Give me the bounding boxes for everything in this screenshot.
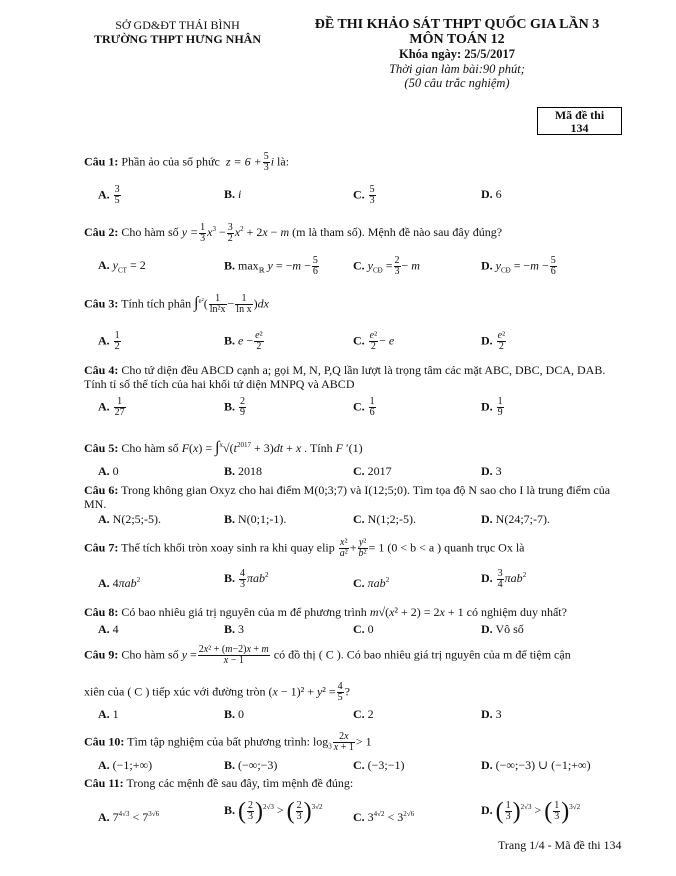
question-1: Câu 1: Phần ảo của số phức z = 6 + $\frac{5}{3}$ i là:: [84, 151, 290, 173]
q5-option-a[interactable]: A. 0: [98, 464, 119, 478]
q8-option-b[interactable]: B. 3: [224, 622, 245, 636]
exam-code-label: Mã đề thi: [554, 108, 605, 122]
exam-code-value: 134: [570, 121, 589, 135]
q4-option-c[interactable]: C. $\frac{1}{6}$: [353, 396, 375, 418]
q1-option-b[interactable]: B. i: [224, 187, 242, 201]
q7-option-a[interactable]: A. 4πab$^2$: [98, 576, 141, 590]
exam-code-box: [537, 107, 622, 135]
q10-option-d[interactable]: D. (−∞;−3) ∪ (−1;+∞): [481, 758, 591, 772]
department-header: [85, 18, 270, 46]
exam-date: Khóa ngày: 25/5/2017: [399, 47, 515, 61]
q8-option-c[interactable]: C. 0: [353, 622, 374, 636]
question-11: Câu 11: Trong các mệnh đề sau đây, tìm mệnh đề đúng:: [84, 776, 354, 790]
q8-option-d[interactable]: D. Vô số: [481, 622, 524, 636]
school-name: TRƯỜNG THPT HƯNG NHÂN: [93, 32, 261, 46]
q6-option-b[interactable]: B. N(0;1;-1).: [224, 512, 287, 526]
question-2: Câu 2: Cho hàm số y = $\frac{1}{3}$ $x^3$ − $\frac{3}{2}$ $x^2 + 2x - m$ (m là tham số). Mệnh đề nào sau đây đúng?: [84, 221, 503, 244]
q4-option-a[interactable]: A. $\frac{1}{27}$: [98, 396, 125, 418]
q10-option-c[interactable]: C. (−3;−1): [353, 758, 405, 772]
q2-option-a[interactable]: A. $y_{CT} = 2$: [98, 258, 146, 275]
q11-option-a[interactable]: A. $7^{4√3} < 7^{3√6}$: [98, 810, 160, 824]
q1-option-c[interactable]: C. $\frac{5}{3}$: [353, 184, 375, 206]
q9-option-d[interactable]: D. 3: [481, 707, 502, 721]
q7-option-b[interactable]: B. $\frac{4}{3}$ πab$^2$: [224, 567, 269, 590]
q3-option-d[interactable]: D. $\frac{\text{e²}}{2}$: [481, 330, 506, 352]
q10-option-a[interactable]: A. (−1;+∞): [98, 758, 153, 772]
q2-option-d[interactable]: D. $y_{CĐ} = -m$ − $\frac{5}{6}$: [481, 255, 556, 277]
q1-option-a[interactable]: A. $\frac{3}{5}$: [98, 184, 120, 206]
exam-count: (50 câu trắc nghiệm): [404, 76, 510, 90]
question-4: Câu 4: Cho tứ diện đều ABCD cạnh a; gọi M, N, P,Q lần lượt là trọng tâm các mặt ABC, DBC, DCA, DAB. Tính tỉ số thể tích của hai khối tứ diện MNPQ và ABCD: [84, 363, 606, 391]
q2-option-c[interactable]: C. $y_{CĐ}$ = $\frac{2}{3}$ − m: [353, 255, 420, 277]
department-name: SỞ GD&ĐT THÁI BÌNH: [115, 18, 240, 32]
q6-option-a[interactable]: A. N(2;5;-5).: [98, 512, 161, 526]
exam-header: [292, 18, 622, 91]
question-9: Câu 9: Cho hàm số y = $\frac{\text{2x² + (m−2)x + m}}{x - 1}$ có đồ thị ( C ). Có bao nhiêu giá trị nguyên của m để tiệm cận: [84, 644, 571, 666]
q5-option-c[interactable]: C. 2017: [353, 464, 392, 478]
q9-option-c[interactable]: C. 2: [353, 707, 374, 721]
q3-option-a[interactable]: A. $\frac{1}{2}$: [98, 330, 120, 352]
q7-option-c[interactable]: C. πab$^2$: [353, 576, 390, 590]
page-footer: Trang 1/4 - Mã đề thi 134: [498, 838, 622, 852]
question-10: Câu 10: Tìm tập nghiệm của bất phương trình: $\log_3$ $\frac{2x}{x + 1}$ > 1: [84, 731, 372, 753]
q10-option-b[interactable]: B. (−∞;−3): [224, 758, 278, 772]
q1-option-d[interactable]: D. 6: [481, 187, 502, 201]
question-9-line2: xiên của ( C ) tiếp xúc với đường tròn (x − 1)² + y² = $\frac{4}{5}$ ?: [84, 681, 350, 703]
q6-option-c[interactable]: C. N(1;2;-5).: [353, 512, 416, 526]
q6-option-d[interactable]: D. N(24;7;-7).: [481, 512, 550, 526]
exam-duration: Thời gian làm bài:90 phút;: [389, 61, 525, 76]
question-5: Câu 5: Cho hàm số $F(x) = \int^x√(t^{2017} + 3)dt + x$ . Tính F ′(1): [84, 439, 363, 456]
q11-option-c[interactable]: C. $3^{4√2} < 3^{2√6}$: [353, 810, 415, 824]
q5-option-b[interactable]: B. 2018: [224, 464, 263, 478]
q9-option-b[interactable]: B. 0: [224, 707, 245, 721]
q11-option-b[interactable]: B. ( $\frac{2}{3}$ )$^{2√3}$ > ( $\frac{2}{3}$ )$^{3√2}$: [224, 798, 323, 825]
question-3: Câu 3: Tính tích phân ∫$^{e^2}$( $\frac{1}{\text{ln²x}}$ − $\frac{1}{\text{ln x}}$ )dx: [84, 293, 269, 315]
q9-option-a[interactable]: A. 1: [98, 707, 119, 721]
q11-option-d[interactable]: D. ( $\frac{1}{3}$ )$^{2√3}$ > ( $\frac{1}{3}$ )$^{3√2}$: [481, 798, 581, 825]
q5-option-d[interactable]: D. 3: [481, 464, 502, 478]
question-7: Câu 7: Thể tích khối tròn xoay sinh ra khi quay elip $\frac{\text{x²}}{\text{a²}}$ + $\frac{\text{y²}}{\text{b²}}$ = 1 (0 < b < a ) quanh trục Ox là: [84, 537, 525, 559]
exam-subject: MÔN TOÁN 12: [409, 31, 505, 47]
q7-option-d[interactable]: D. $\frac{3}{4}$ πab$^2$: [481, 567, 527, 590]
q4-option-b[interactable]: B. $\frac{2}{9}$: [224, 396, 246, 418]
q4-option-d[interactable]: D. $\frac{1}{9}$: [481, 396, 503, 418]
question-8: Câu 8: Có bao nhiêu giá trị nguyên của m để phương trình m√(x² + 2) = 2x + 1 có nghiệm duy nhất?: [84, 605, 567, 619]
q3-option-b[interactable]: B. e − $\frac{\text{e²}}{2}$: [224, 330, 263, 352]
q3-option-c[interactable]: C. $\frac{\text{e²}}{2}$ − e: [353, 330, 395, 352]
question-6: Câu 6: Trong không gian Oxyz cho hai điểm M(0;3;7) và I(12;5;0). Tìm tọa độ N sao cho I là trung điểm của MN.: [84, 483, 611, 511]
exam-title: ĐỀ THI KHẢO SÁT THPT QUỐC GIA LẦN 3: [314, 17, 600, 32]
q2-option-b[interactable]: B. $\max_ℝ y = -m$ − $\frac{5}{6}$: [224, 255, 318, 277]
q8-option-a[interactable]: A. 4: [98, 622, 119, 636]
